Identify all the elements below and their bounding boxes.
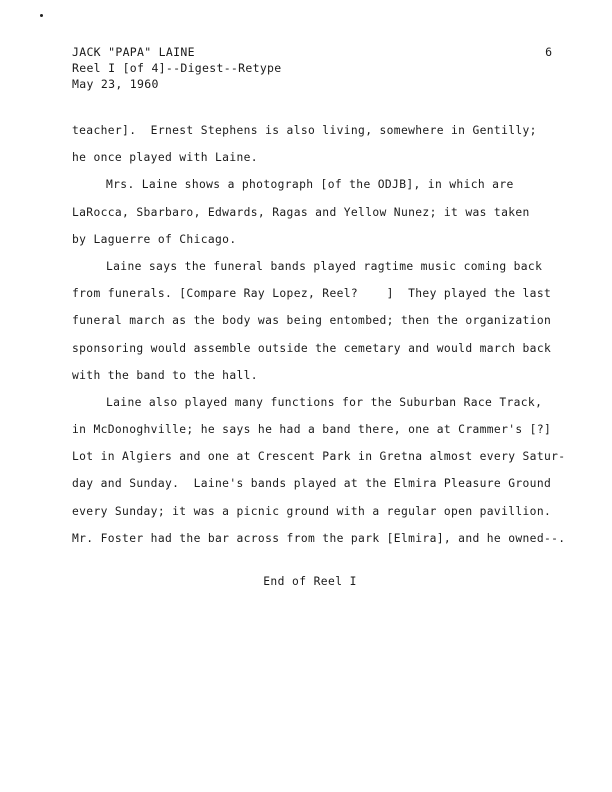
page-number: 6 [545, 45, 552, 59]
text-line: sponsoring would assemble outside the cemetary and would march back [72, 341, 552, 355]
text-line: in McDonoghville; he says he had a band there, one at Crammer's [?] [72, 423, 552, 437]
text-line: Mrs. Laine shows a photograph [of the ODJB], in which are [106, 178, 514, 192]
header-date: May 23, 1960 [72, 77, 159, 91]
text-line: by Laguerre of Chicago. [72, 232, 237, 246]
text-line: funeral march as the body was being entombed; then the organization [72, 314, 552, 328]
page-header [72, 44, 552, 92]
end-of-reel-label: End of Reel I [263, 575, 357, 588]
text-line: every Sunday; it was a picnic ground with a regular open pavillion. [72, 504, 552, 518]
margin-speck [40, 14, 43, 17]
text-line: Mr. Foster had the bar across from the park [Elmira], and he owned--. [72, 531, 566, 545]
transcript-body [72, 123, 566, 558]
text-line: day and Sunday. Laine's bands played at the Elmira Pleasure Ground [72, 477, 552, 491]
text-line: from funerals. [Compare Ray Lopez, Reel? ] They played the last [72, 287, 552, 301]
text-line: with the band to the hall. [72, 368, 258, 382]
text-line: Laine says the funeral bands played ragtime music coming back [106, 259, 543, 273]
text-line: Laine also played many functions for the Suburban Race Track, [106, 395, 543, 409]
text-line: he once played with Laine. [72, 151, 258, 165]
text-line: teacher]. Ernest Stephens is also living, somewhere in Gentilly; [72, 124, 537, 137]
text-line: Lot in Algiers and one at Crescent Park in Gretna almost every Satur- [72, 450, 566, 464]
header-reel: Reel I [of 4]--Digest--Retype [72, 61, 282, 75]
text-line: LaRocca, Sbarbaro, Edwards, Ragas and Yellow Nunez; it was taken [72, 205, 530, 219]
header-title: JACK "PAPA" LAINE [72, 45, 195, 59]
